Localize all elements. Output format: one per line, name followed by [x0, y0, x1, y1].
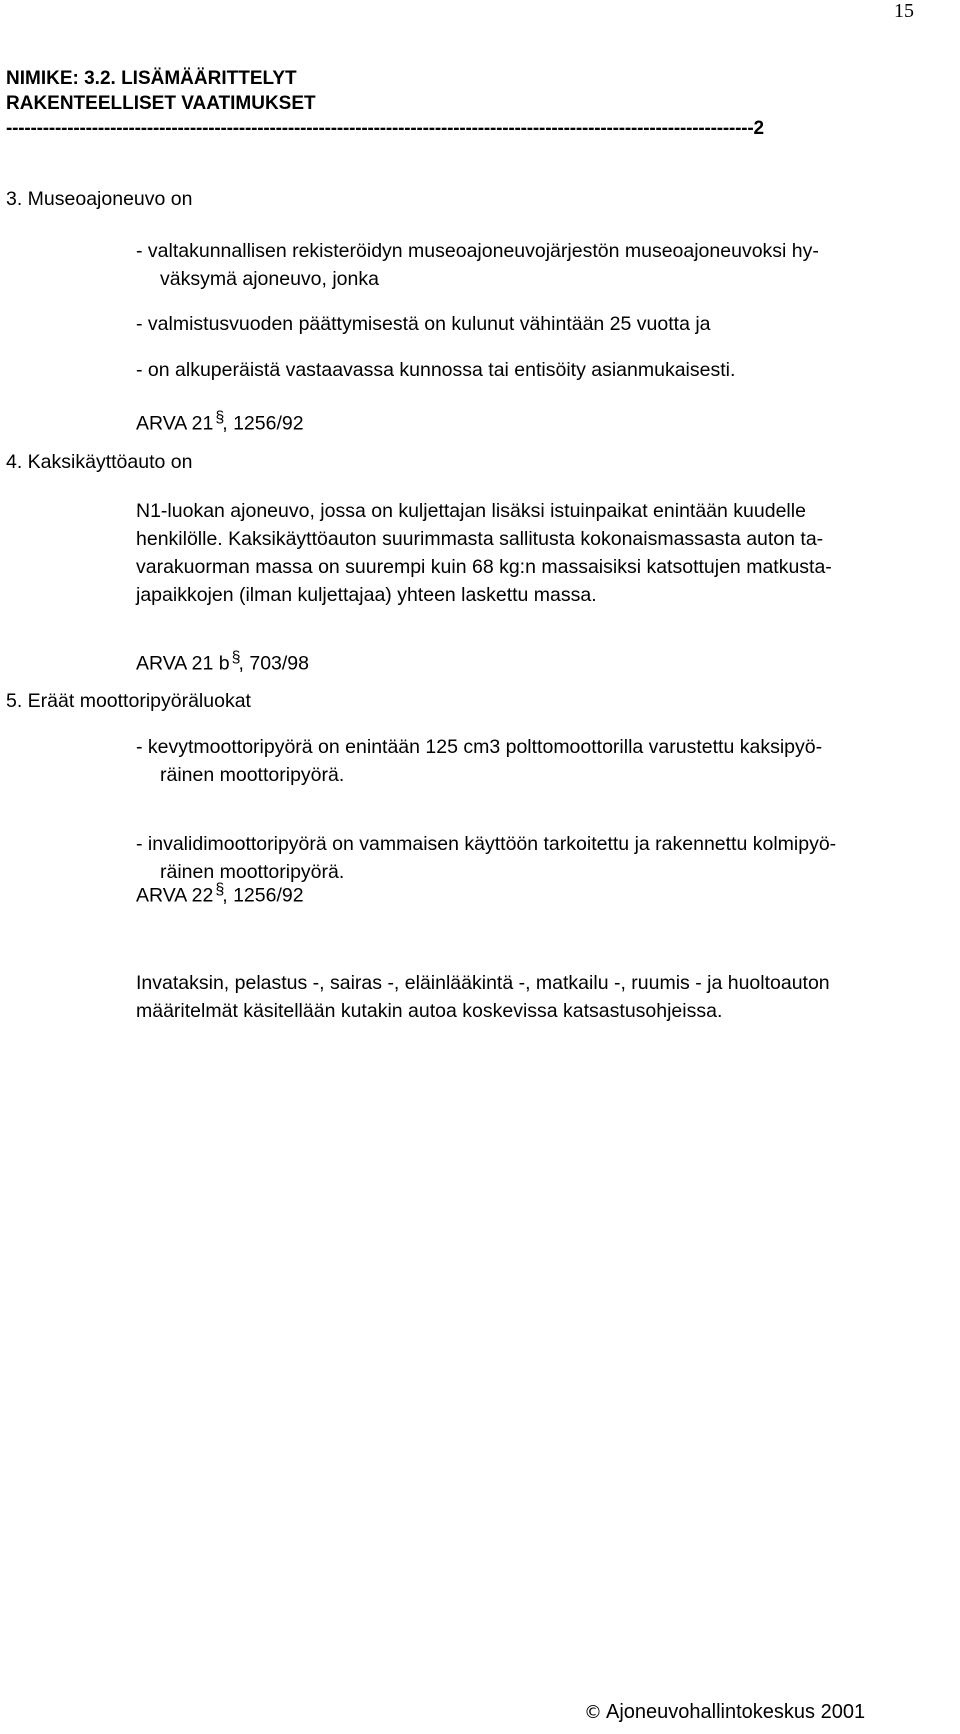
section-3-item-3: - on alkuperäistä vastaavassa kunnossa tai entisöity asianmukaisesti.	[136, 359, 736, 381]
section-symbol: §	[215, 881, 225, 898]
section-5-note-line-1: Invataksin, pelastus -, sairas -, eläinlääkintä -, matkailu -, ruumis - ja huoltoauton	[136, 972, 830, 994]
section-4-reference	[136, 644, 309, 678]
section-5-item-2-line-2: räinen moottoripyörä.	[160, 861, 345, 883]
section-3-ref-law: ARVA 21	[136, 412, 214, 435]
header-dash-rule: --------------------------------------------------------------------------------------------------------------------------2	[6, 118, 764, 139]
section-3-item-1-line-2: väksymä ajoneuvo, jonka	[160, 268, 379, 290]
copyright-icon: ©	[584, 1702, 602, 1723]
section-3-ref-number: , 1256/92	[222, 412, 304, 435]
section-3-item-1-line-1: - valtakunnallisen rekisteröidyn museoajoneuvojärjestön museoajoneuvoksi hy-	[136, 240, 819, 262]
section-5-item-1-line-2: räinen moottoripyörä.	[160, 764, 345, 786]
section-4-line-3: varakuorman massa on suurempi kuin 68 kg:n massaisiksi katsottujen matkusta-	[136, 556, 832, 578]
section-4-line-1: N1-luokan ajoneuvo, jossa on kuljettajan lisäksi istuinpaikat enintään kuudelle	[136, 500, 806, 522]
section-3-item-1	[136, 237, 819, 293]
section-5-item-1	[136, 733, 822, 789]
section-5-title: 5. Eräät moottoripyöräluokat	[6, 690, 251, 712]
section-3-item-2: - valmistusvuoden päättymisestä on kulunut vähintään 25 vuotta ja	[136, 313, 711, 335]
footer-copyright	[584, 1701, 865, 1724]
footer-text: Ajoneuvohallintokeskus 2001	[606, 1701, 866, 1723]
section-5-reference	[136, 876, 304, 910]
section-3-title: 3. Museoajoneuvo on	[6, 188, 193, 210]
section-5-note-line-2: määritelmät käsitellään kutakin autoa koskevissa katsastusohjeissa.	[136, 1000, 723, 1022]
section-4-ref-law: ARVA 21 b	[136, 652, 230, 675]
header-subtitle: RAKENTEELLISET VAATIMUKSET	[6, 93, 316, 114]
section-5-item-2-line-1: - invalidimoottoripyörä on vammaisen käyttöön tarkoitettu ja rakennettu kolmipyö-	[136, 833, 837, 855]
section-symbol: §	[231, 649, 241, 666]
section-4-line-4: japaikkojen (ilman kuljettajaa) yhteen laskettu massa.	[136, 584, 597, 606]
section-4-ref-number: , 703/98	[238, 652, 309, 675]
section-4-title: 4. Kaksikäyttöauto on	[6, 451, 193, 473]
section-5-item-1-line-1: - kevytmoottoripyörä on enintään 125 cm3 polttomoottorilla varustettu kaksipyö-	[136, 736, 823, 758]
section-5-note	[136, 969, 830, 1025]
section-5-ref-law: ARVA 22	[136, 884, 214, 907]
section-5-ref-number: , 1256/92	[222, 884, 304, 907]
section-4-paragraph	[136, 497, 832, 609]
section-3-reference	[136, 404, 304, 438]
section-4-line-2: henkilölle. Kaksikäyttöauton suurimmasta sallitusta kokonaismassasta auton ta-	[136, 528, 824, 550]
header-title: NIMIKE: 3.2. LISÄMÄÄRITTELYT	[6, 68, 297, 89]
page-number: 15	[894, 0, 914, 22]
section-symbol: §	[215, 409, 225, 426]
